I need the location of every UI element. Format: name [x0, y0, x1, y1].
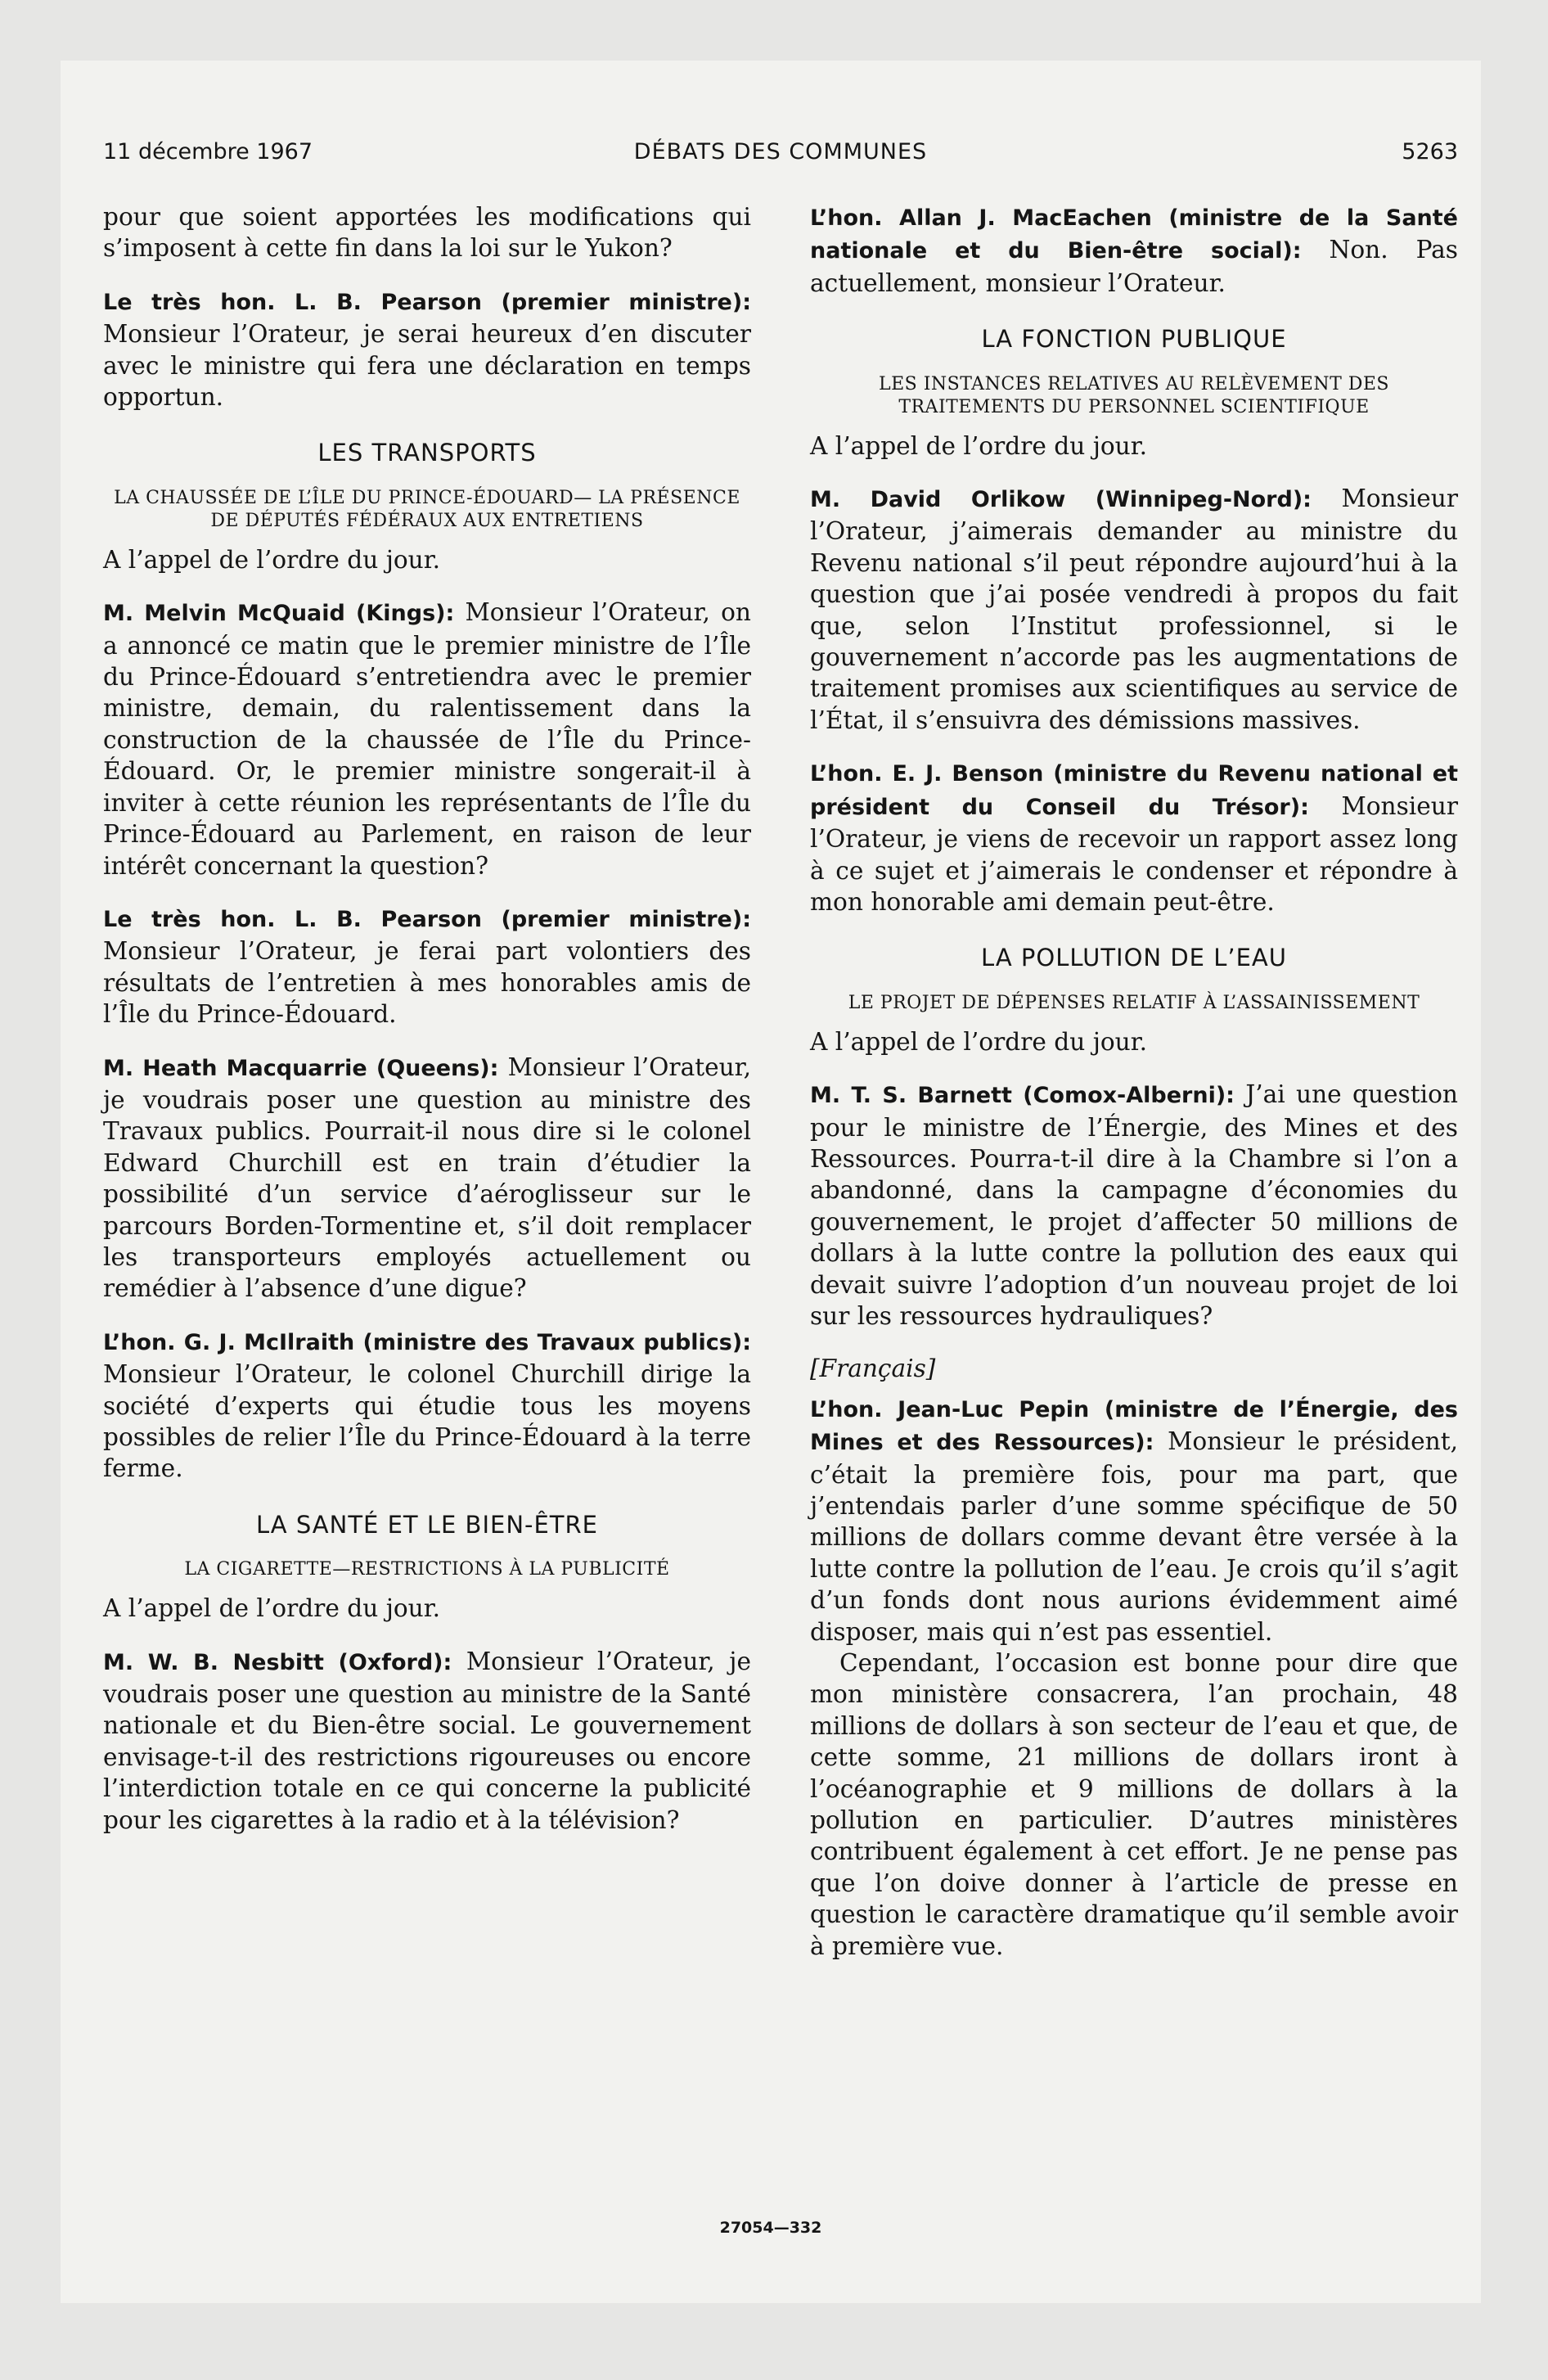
page-footer-code: 27054—332 [719, 2219, 822, 2237]
language-marker: [Français] [810, 1355, 936, 1383]
order-of-day: A l’appel de l’ordre du jour. [810, 431, 1148, 460]
speaker-name: L’hon. Allan J. MacEachen (ministre de la Santé nationale et du Bien-être social): [810, 205, 1458, 264]
speaker-name: M. David Orlikow (Winnipeg-Nord): [810, 487, 1312, 513]
paragraph [103, 1052, 751, 1305]
speech-text: Monsieur l’Orateur, on a annoncé ce matin que le premier ministre de l’Île du Prince-Édouard s’entretiendra avec le premier ministre, demain, du ralentissement dans la construction de la chaussée de l’Île du Prince-Édouard. Or, le premier ministre songerait-il à inviter à cette réunion les représentants de l’Île du Prince-Édouard au Parlement, en raison de leur intérêt concernant la question? [103, 598, 751, 880]
document-page [61, 61, 1481, 2303]
subsection-heading: LE PROJET DE DÉPENSES RELATIF À L’ASSAINISSEMENT [848, 992, 1420, 1013]
paragraph: Cependant, l’occasion est bonne pour dire que mon ministère consacrera, l’an prochain, 48 millions de dollars à son secteur de l’eau et que, de cette somme, 21 millions de dollars iront à l’océanographie et 9 millions de dollars à la pollution en particulier. D’autres ministères contribuent également à cet effort. Je ne pense pas que l’on doive donner à l’article de presse en question le caractère dramatique qu’il semble avoir à première vue. [810, 1649, 1458, 1960]
subsection-heading: LA CIGARETTE—RESTRICTIONS À LA PUBLICITÉ [184, 1559, 670, 1580]
paragraph [103, 1326, 751, 1485]
section-heading: LA FONCTION PUBLIQUE [981, 325, 1287, 354]
order-of-day: A l’appel de l’ordre du jour. [103, 545, 441, 574]
paragraph [810, 1393, 1458, 1648]
speaker-name: Le très hon. L. B. Pearson (premier ministre): [103, 906, 751, 932]
paragraph [103, 903, 751, 1030]
speaker-name: L’hon. E. J. Benson (ministre du Revenu national et président du Conseil du Trésor): [810, 761, 1458, 820]
speaker-name: M. T. S. Barnett (Comox-Alberni): [810, 1083, 1235, 1109]
speech-text: Monsieur l’Orateur, le colonel Churchill dirige la société d’experts qui étudie tous les moyens possibles de relier l’Île du Prince-Édouard à la terre ferme. [103, 1360, 751, 1483]
paragraph [103, 286, 751, 413]
speech-text: Non. Pas actuellement, monsieur l’Orateur. [810, 236, 1458, 297]
paragraph [103, 1646, 751, 1836]
page-header [103, 139, 1458, 180]
subsection-heading: LES INSTANCES RELATIVES AU RELÈVEMENT DES TRAITEMENTS DU PERSONNEL SCIENTIFIQUE [878, 373, 1390, 417]
header-date: 11 décembre 1967 [103, 139, 313, 165]
speech-text: Monsieur l’Orateur, je voudrais poser une question au ministre des Travaux publics. Pourrait-il nous dire si le colonel Edward Churchill est en train d’étudier la possibilité d’un service d’aéroglisseur sur le parcours Borden-Tormentine et, s’il doit remplacer les transporteurs employés actuellement ou remédier à l’absence d’une digue? [103, 1053, 751, 1303]
order-of-day: A l’appel de l’ordre du jour. [810, 1027, 1148, 1056]
paragraph [810, 201, 1458, 299]
subsection-heading: LA CHAUSSÉE DE L’ÎLE DU PRINCE-ÉDOUARD— LA PRÉSENCE DE DÉPUTÉS FÉDÉRAUX AUX ENTRETIENS [114, 487, 740, 531]
left-column [103, 201, 751, 1857]
right-column [810, 201, 1458, 1962]
speech-text: Monsieur l’Orateur, je ferai part volontiers des résultats de l’entretien à mes honorables amis de l’Île du Prince-Édouard. [103, 937, 751, 1029]
speaker-name: L’hon. Jean-Luc Pepin (ministre de l’Énergie, des Mines et des Ressources): [810, 1396, 1458, 1456]
paragraph [810, 757, 1458, 917]
order-of-day: A l’appel de l’ordre du jour. [103, 1594, 441, 1623]
header-title: DÉBATS DES COMMUNES [633, 139, 928, 165]
speech-text: Monsieur l’Orateur, je viens de recevoir un rapport assez long à ce sujet et j’aimerais le condenser et répondre à mon honorable ami demain peut-être. [810, 791, 1458, 916]
page-number: 5263 [1402, 139, 1458, 165]
speech-text: Monsieur l’Orateur, je voudrais poser une question au ministre de la Santé nationale et du Bien-être social. Le gouvernement envisage-t-il des restrictions rigoureuses ou encore l’interdiction totale en ce qui concerne la publicité pour les cigarettes à la radio et à la télévision? [103, 1647, 751, 1834]
speech-text: Monsieur l’Orateur, j’aimerais demander au ministre du Revenu national s’il peut répondre aujourd’hui à la question que j’ai posée vendredi à propos du fait que, selon l’Institut professionnel, si le gouvernement n’accorde pas les augmentations de traitement promises aux scientifiques au service de l’État, il s’ensuivra des démissions massives. [810, 485, 1458, 734]
speaker-name: M. Melvin McQuaid (Kings): [103, 601, 455, 627]
speech-text: Monsieur le président, c’était la première fois, pour ma part, que j’entendais parler d’une somme spécifique de 50 millions de dollars comme devant être versée à la lutte contre la pollution de l’eau. Je crois qu’il s’agit d’un fonds dont nous aurions évidemment aimé disposer, mais qui n’est pas essentiel. [810, 1427, 1458, 1646]
section-heading: LES TRANSPORTS [317, 439, 537, 467]
speaker-name: M. W. B. Nesbitt (Oxford): [103, 1649, 452, 1675]
section-heading: LA SANTÉ ET LE BIEN-ÊTRE [255, 1510, 598, 1539]
speaker-name: L’hon. G. J. McIlraith (ministre des Travaux publics): [103, 1329, 751, 1355]
speech-text: Monsieur l’Orateur, je serai heureux d’en discuter avec le ministre qui fera une déclaration en temps opportun. [103, 320, 751, 412]
speech-text: J’ai une question pour le ministre de l’Énergie, des Mines et des Ressources. Pourra-t-il dire à la Chambre si l’on a abandonné, dans la campagne d’économies du gouvernement, le projet d’affecter 50 millions de dollars à la lutte contre la pollution des eaux qui devait suivre l’adoption d’un nouveau projet de loi sur les ressources hydrauliques? [810, 1080, 1458, 1330]
paragraph [810, 483, 1458, 736]
section-heading: LA POLLUTION DE L’EAU [981, 944, 1287, 972]
speaker-name: M. Heath Macquarrie (Queens): [103, 1055, 499, 1081]
paragraph [810, 1079, 1458, 1332]
paragraph: pour que soient apportées les modifications qui s’imposent à cette fin dans la loi sur le Yukon? [103, 203, 751, 263]
paragraph [103, 597, 751, 881]
speaker-name: Le très hon. L. B. Pearson (premier ministre): [103, 289, 751, 315]
